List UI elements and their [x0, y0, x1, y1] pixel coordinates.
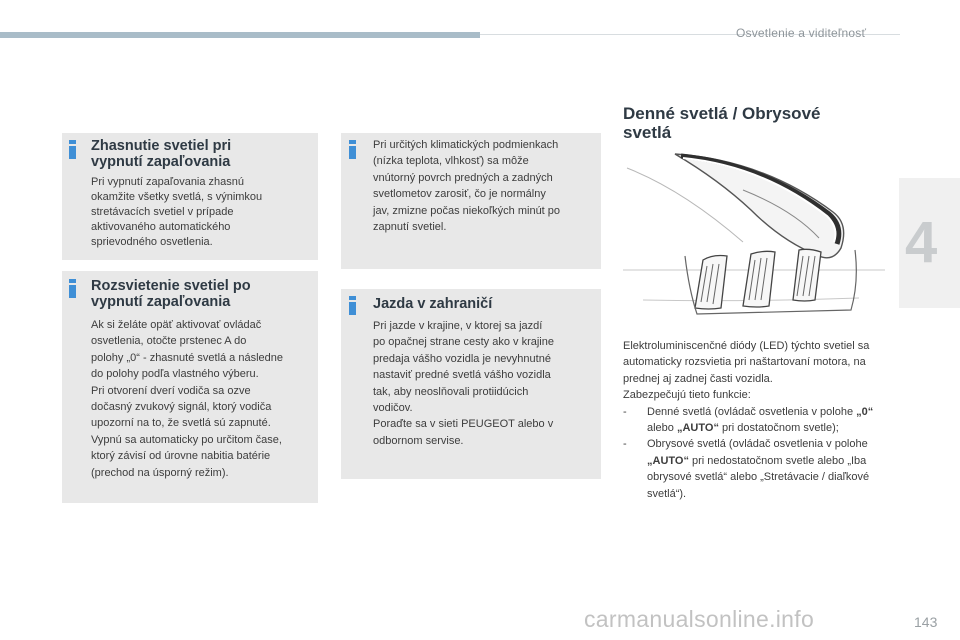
- page-title: Denné svetlá / Obrysové svetlá: [623, 104, 821, 142]
- box-title-abroad: Jazda v zahraničí: [373, 296, 493, 312]
- header-accent-bar: [0, 32, 480, 38]
- list-item-text: Denné svetlá (ovládač osvetlenia v polohe „0“ alebo „AUTO“ pri dostatočnom svetle);: [647, 405, 874, 435]
- list-item-text: Obrysové svetlá (ovládač osvetlenia v polohe „AUTO“ pri nedostatočnom svetle alebo „Iba obrysové svetlá“ alebo „Stretávacie / diaľkové svetlá“).: [647, 438, 870, 500]
- page-number: 143: [914, 614, 938, 630]
- list-item: [623, 436, 893, 502]
- box-text-climate: Pri určitých klimatických podmienkach (nízka teplota, vlhkosť) sa môže vnútorný povrch predných a zadných svetlometov zarosiť, čo je normálny jav, zmizne počas niekoľkých minút po zapnutí svetiel.: [373, 139, 561, 234]
- headlamp-illustration: [623, 150, 888, 330]
- functions-label: Zabezpečujú tieto funkcie:: [623, 389, 751, 402]
- list-dash: -: [623, 438, 627, 451]
- box-title-switch-off: Zhasnutie svetiel pri vypnutí zapaľovania: [91, 138, 232, 170]
- led-intro: Elektroluminiscenčné diódy (LED) týchto svetiel sa automaticky rozsvietia pri naštartovaní motora, na prednej aj zadnej časti vozidla.: [623, 340, 870, 385]
- chapter-number: 4: [905, 210, 938, 275]
- info-icon: [348, 140, 357, 159]
- list-item: [623, 404, 893, 437]
- section-title: Osvetlenie a viditeľnosť: [736, 26, 867, 40]
- info-icon: [348, 296, 357, 315]
- info-icon: [68, 140, 77, 159]
- info-icon: [68, 279, 77, 298]
- watermark: carmanualsonline.info: [584, 606, 815, 632]
- box-text-abroad: Pri jazde v krajine, v ktorej sa jazdí po opačnej strane cesty ako v krajine predaja vášho vozidla je nevyhnutné nastaviť predné svetlá vášho vozidla tak, aby neoslňovali protiidúcich vodičov. Poraďte sa v sieti PEUGEOT alebo v odbornom servise.: [373, 320, 554, 447]
- led-description: [623, 338, 893, 502]
- box-text-switch-on: Ak si želáte opäť aktivovať ovládač osvetlenia, otočte prstenec A do polohy „0“ - zhasnuté svetlá a následne do polohy podľa vlastného výberu. Pri otvorení dverí vodiča sa ozve dočasný zvukový signál, ktorý vodiča upozorní na to, že svetlá sú zapnuté. Vypnú sa automaticky po určitom čase, ktorý závisí od úrovne nabitia batérie (prechod na úsporný režim).: [91, 319, 284, 479]
- list-dash: -: [623, 405, 627, 418]
- box-title-switch-on: Rozsvietenie svetiel po vypnutí zapaľovania: [91, 278, 251, 310]
- box-text-switch-off: Pri vypnutí zapaľovania zhasnú okamžite všetky svetlá, s výnimkou stretávacích svetiel v prípade aktivovaného automatického sprievodného osvetlenia.: [91, 176, 263, 248]
